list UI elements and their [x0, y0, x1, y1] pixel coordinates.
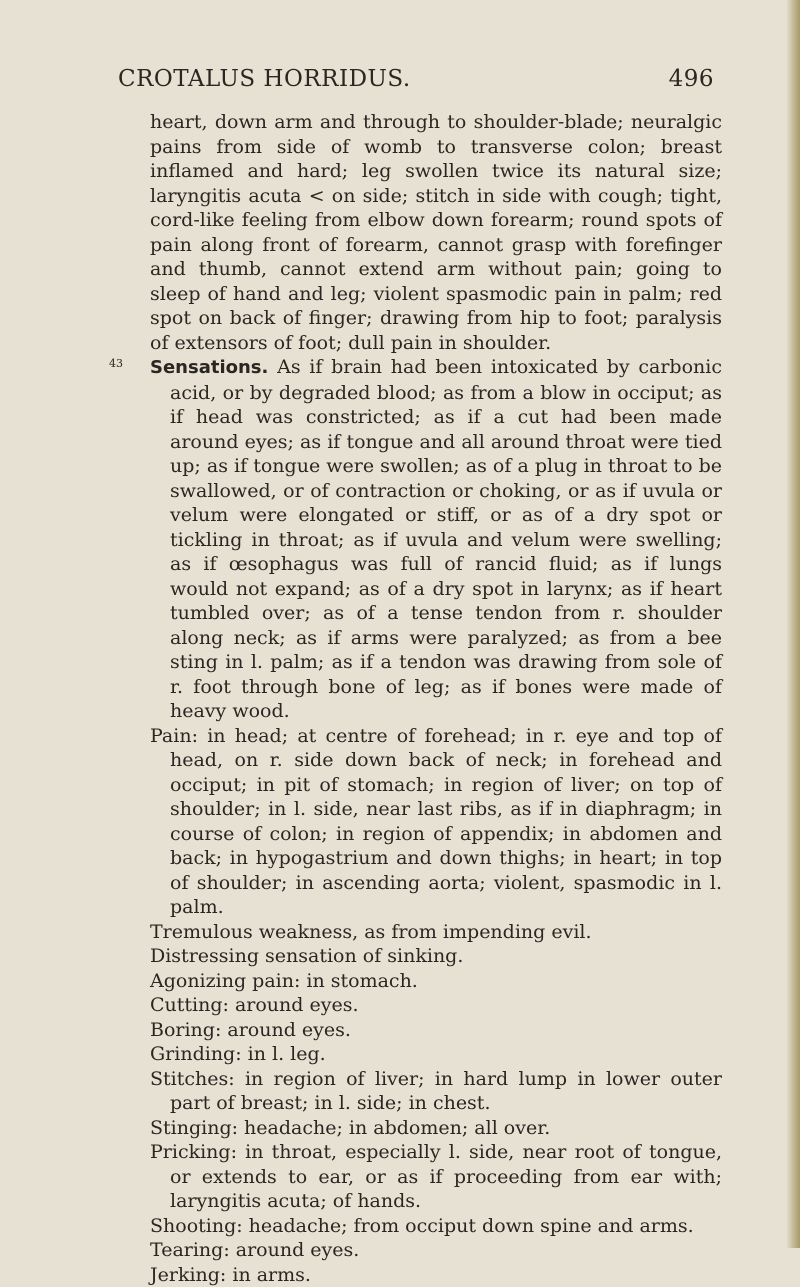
- entry-stitches: Stitches: in region of liver; in hard lump in lower outer part of breast; in l. side; in chest.: [150, 1067, 722, 1116]
- entry-jerking: Jerking: in arms.: [150, 1263, 722, 1287]
- sensations-paragraph: 43 Sensations. As if brain had been intoxicated by carbonic acid, or by degraded blood; as from a blow in occiput; as if head was constricted; as if a cut had been made around eyes; as if tongue and all around throat were tied up; as if tongue were swollen; as of a plug in throat to be swallowed, or of contraction or choking, or as if uvula or velum were elongated or stiff, or as of a dry spot or tickling in throat; as if uvula and velum were swelling; as if œsophagus was full of rancid fluid; as if lungs would not expand; as of a dry spot in larynx; as if heart tumbled over; as of a tense tendon from r. shoulder along neck; as if arms were paralyzed; as from a bee sting in l. palm; as if a tendon was drawing from sole of r. foot through bone of leg; as if bones were made of heavy wood.: [150, 355, 722, 724]
- entry-tremulous: Tremulous weakness, as from impending evil.: [150, 920, 722, 945]
- intro-paragraph: heart, down arm and through to shoulder-blade; neuralgic pains from side of womb to transverse colon; breast inflamed and hard; leg swollen twice its natural size; laryngitis acuta < on side; stitch in side with cough; tight, cord-like feeling from elbow down forearm; round spots of pain along front of forearm, cannot grasp with forefinger and thumb, cannot extend arm without pain; going to sleep of hand and leg; violent spasmodic pain in palm; red spot on back of finger; drawing from hip to foot; paralysis of extensors of foot; dull pain in shoulder.: [150, 110, 722, 355]
- page-edge: [786, 0, 800, 1248]
- entry-cutting: Cutting: around eyes.: [150, 993, 722, 1018]
- entry-shooting: Shooting: headache; from occiput down spine and arms.: [150, 1214, 722, 1239]
- running-header: [118, 66, 714, 100]
- section-heading: Sensations.: [150, 357, 268, 378]
- entry-agonizing: Agonizing pain: in stomach.: [150, 969, 722, 994]
- body-text: [150, 110, 722, 1287]
- page-number: 496: [669, 66, 714, 92]
- sensations-text: As if brain had been intoxicated by carbonic acid, or by degraded blood; as from a blow in occiput; as if head was constricted; as if a cut had been made around eyes; as if tongue and all around throat were tied up; as if tongue were swollen; as of a plug in throat to be swallowed, or of contraction or choking, or as if uvula or velum were elongated or stiff, or as of a dry spot or tickling in throat; as if uvula and velum were swelling; as if œsophagus was full of rancid fluid; as if lungs would not expand; as of a dry spot in larynx; as if heart tumbled over; as of a tense tendon from r. shoulder along neck; as if arms were paralyzed; as from a bee sting in l. palm; as if a tendon was drawing from sole of r. foot through bone of leg; as if bones were made of heavy wood.: [170, 356, 722, 722]
- entry-tearing: Tearing: around eyes.: [150, 1238, 722, 1263]
- entry-grinding: Grinding: in l. leg.: [150, 1042, 722, 1067]
- entry-stinging: Stinging: headache; in abdomen; all over.: [150, 1116, 722, 1141]
- entry-pricking: Pricking: in throat, especially l. side, near root of tongue, or extends to ear, or as if proceeding from ear with; laryngitis acuta; of hands.: [150, 1140, 722, 1214]
- running-title: CROTALUS HORRIDUS.: [118, 66, 411, 92]
- entry-pain: Pain: in head; at centre of forehead; in r. eye and top of head, on r. side down back of neck; in forehead and occiput; in pit of stomach; in region of liver; on top of shoulder; in l. side, near last ribs, as if in diaphragm; in course of colon; in region of appendix; in abdomen and back; in hypogastrium and down thighs; in heart; in top of shoulder; in ascending aorta; violent, spasmodic in l. palm.: [150, 724, 722, 920]
- entry-boring: Boring: around eyes.: [150, 1018, 722, 1043]
- entry-distressing: Distressing sensation of sinking.: [150, 944, 722, 969]
